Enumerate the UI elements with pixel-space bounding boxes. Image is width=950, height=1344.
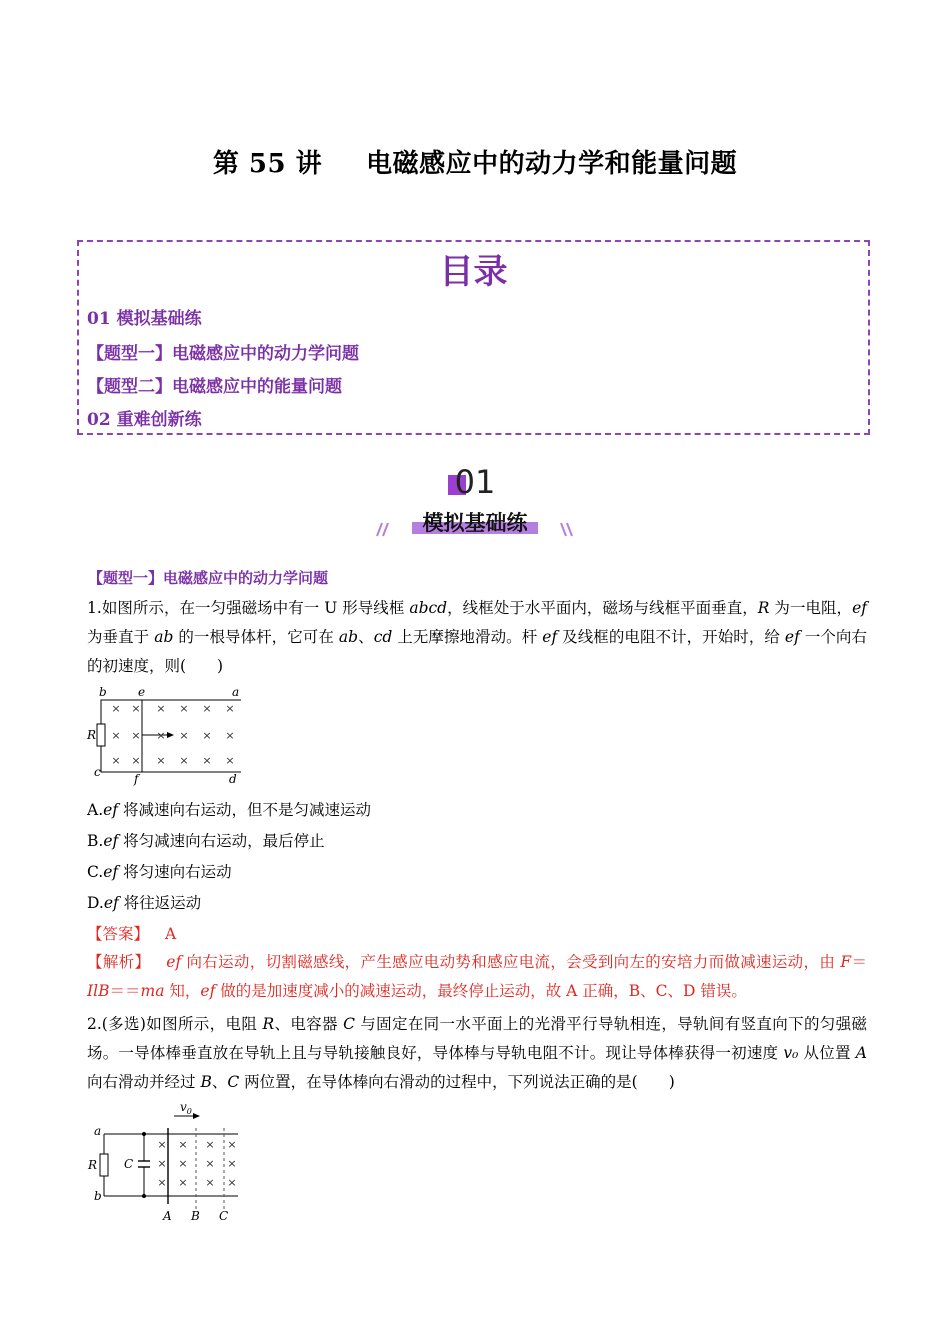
- field-cross: ×: [157, 1157, 167, 1170]
- field-cross: ×: [111, 702, 121, 715]
- field-cross: ×: [111, 729, 121, 742]
- analysis-block: [87, 948, 867, 1006]
- field-cross: ×: [205, 1157, 215, 1170]
- field-cross: ×: [227, 1138, 237, 1151]
- figure-u-frame: [86, 686, 246, 786]
- lecture-topic: 电磁感应中的动力学和能量问题: [366, 149, 738, 179]
- figure-rc-rails: [86, 1100, 246, 1228]
- lecture-number: 第 55 讲: [212, 149, 323, 179]
- field-cross: ×: [225, 754, 235, 767]
- field-cross: ×: [225, 702, 235, 715]
- toc-item-type-two[interactable]: 【题型二】电磁感应中的能量问题: [87, 377, 342, 397]
- section-banner: [370, 463, 580, 543]
- field-cross: ×: [227, 1176, 237, 1189]
- field-cross: ×: [179, 754, 189, 767]
- field-cross: ×: [157, 1176, 167, 1189]
- field-cross: ×: [202, 729, 212, 742]
- banner-slash-right-2: [567, 523, 572, 536]
- option-d[interactable]: D.ef 将往返运动: [87, 894, 202, 912]
- label-position-b: B: [191, 1209, 200, 1223]
- page-title: [0, 143, 950, 180]
- junction-dot-top: [142, 1132, 146, 1136]
- label-a: a: [232, 686, 240, 699]
- label-position-a: A: [163, 1209, 172, 1223]
- analysis-text: ef 向右运动，切割磁感线，产生感应电动势和感应电流，会受到向左的安培力而做减速运动，由 F＝IlB＝＝ma 知，ef 做的是加速度减小的减速运动，最终停止运动，故 A 正确，B、C、D 错误。: [87, 953, 867, 1000]
- junction-dot-bottom: [142, 1194, 146, 1198]
- banner-slash-right-1: [561, 523, 566, 536]
- magnetic-field-crosses: [157, 1138, 236, 1189]
- field-cross: ×: [205, 1176, 215, 1189]
- option-a[interactable]: A.ef 将减速向右运动，但不是匀减速运动: [87, 801, 371, 819]
- velocity-arrow-head: [193, 1113, 200, 1119]
- banner-label: 模拟基础练: [422, 511, 528, 535]
- field-cross: ×: [202, 702, 212, 715]
- banner-slash-left-2: [383, 523, 388, 536]
- question-type-label: 【题型一】电磁感应中的动力学问题: [88, 569, 329, 587]
- velocity-arrow-head: [167, 732, 174, 738]
- option-b[interactable]: B.ef 将匀减速向右运动，最后停止: [87, 832, 325, 850]
- field-cross: ×: [131, 754, 141, 767]
- field-cross: ×: [178, 1157, 188, 1170]
- label-position-c: C: [219, 1209, 229, 1223]
- field-cross: ×: [202, 754, 212, 767]
- label-b: b: [99, 686, 107, 699]
- field-cross: ×: [178, 1176, 188, 1189]
- answer-value: A: [165, 925, 177, 943]
- analysis-label: 【解析】: [87, 953, 151, 971]
- label-R: R: [87, 728, 97, 742]
- magnetic-field-crosses: [111, 702, 234, 767]
- field-cross: ×: [178, 1138, 188, 1151]
- field-cross: ×: [156, 754, 166, 767]
- field-cross: ×: [205, 1138, 215, 1151]
- field-cross: ×: [131, 729, 141, 742]
- label-f: f: [134, 772, 139, 786]
- question-2-stem: 2.(多选)如图所示，电阻 R、电容器 C 与固定在同一水平面上的光滑平行导轨相连，导轨间有竖直向下的匀强磁场。一导体棒垂直放在导轨上且与导轨接触良好，导体棒与导轨电阻不计。现让导体棒获得一初速度 v₀ 从位置 A 向右滑动并经过 B、C 两位置，在导体棒向右滑动的过程中，下列说法正确的是( ): [87, 1015, 867, 1091]
- field-cross: ×: [157, 1138, 167, 1151]
- label-b: b: [94, 1189, 102, 1203]
- toc-item-advanced-practice[interactable]: 02 重难创新练: [87, 410, 202, 430]
- answer-label: 【答案】: [87, 925, 150, 943]
- toc-heading: 目录: [439, 252, 508, 292]
- field-cross: ×: [156, 729, 166, 742]
- label-a: a: [94, 1124, 102, 1138]
- resistor-symbol: [97, 724, 105, 746]
- answer-line: [87, 922, 176, 944]
- toc-item-basic-practice[interactable]: 01 模拟基础练: [87, 309, 202, 329]
- label-c: c: [94, 765, 101, 779]
- banner-number: 01: [454, 463, 496, 501]
- toc-item-type-one[interactable]: 【题型一】电磁感应中的动力学问题: [87, 344, 359, 364]
- field-cross: ×: [179, 729, 189, 742]
- field-cross: ×: [225, 729, 235, 742]
- field-cross: ×: [227, 1157, 237, 1170]
- resistor-symbol: [100, 1154, 108, 1176]
- option-c[interactable]: C.ef 将匀速向右运动: [87, 863, 232, 881]
- field-cross: ×: [111, 754, 121, 767]
- label-d: d: [229, 772, 237, 786]
- label-v0: $v_0$: [180, 1100, 192, 1116]
- table-of-contents: [77, 240, 870, 435]
- label-e: e: [138, 686, 146, 699]
- field-cross: ×: [179, 702, 189, 715]
- label-R: R: [88, 1158, 98, 1172]
- field-cross: ×: [131, 702, 141, 715]
- question-1-stem: 1.如图所示，在一匀强磁场中有一 U 形导线框 abcd，线框处于水平面内，磁场与线框平面垂直，R 为一电阻，ef 为垂直于 ab 的一根导体杆，它可在 ab、cd 上无摩擦地滑动。杆 ef 及线框的电阻不计，开始时，给 ef 一个向右的初速度，则( ): [87, 599, 867, 675]
- label-capacitor: C: [124, 1157, 134, 1171]
- field-cross: ×: [156, 702, 166, 715]
- banner-slash-left-1: [377, 523, 382, 536]
